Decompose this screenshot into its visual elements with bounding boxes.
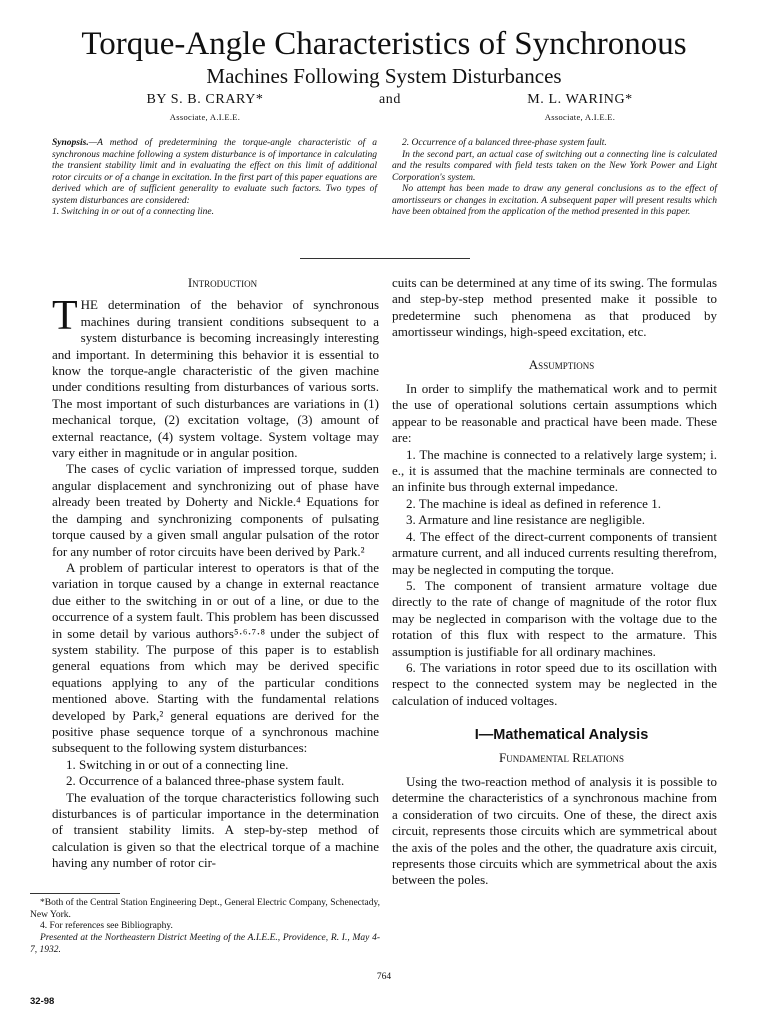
intro-paragraph-1: THE determination of the behavior of synchronous machines during transient conditions subsequent to a system disturbance is becoming increasingly interesting and important. In determining this behavior it is essential to know the torque-angle characteristic of the given machine under conditions resulting from disturbances of various sorts. The most important of such disturbances are variations in (1) mechanical torque, (2) excitation voltage, (3) amount of external reactance, (4) system voltage. System voltage may vary either in magnitude or in angular position.: [52, 293, 379, 461]
heading-assumptions: Assumptions: [528, 356, 595, 372]
synopsis-part-two: In the second part, an actual case of switching out a connecting line is calculated and the results compared with field tests taken on the New York Power and Light Corporation's system.: [392, 149, 717, 183]
footnote-presented: Presented at the Northeastern District Meeting of the A.I.E.E., Providence, R. I., May 4-7, 1932.: [30, 933, 380, 955]
synopsis-note: No attempt has been made to draw any general conclusions as to the effect of amortisseurs or changes in excitation. A subsequent paper will present results which have been obtained from the application of the method presented in this paper.: [392, 184, 717, 217]
section-divider: [300, 258, 470, 259]
synopsis-label: Synopsis.: [52, 138, 89, 148]
heading-fundamental-relations: Fundamental Relations: [499, 749, 624, 765]
synopsis-text: —A method of predetermining the torque-angle characteristic of a synchronous machine following a system disturbance is of importance in calculating the transient stability limit and in evaluating the effect on this limit of additional rotor circuits or of a change in excitation. In the first part of this paper equations are derived which are of sufficient generality to evaluate such factors. Two types of system disturbances are considered:: [52, 138, 377, 206]
intro-paragraph-2: The cases of cyclic variation of impressed torque, sudden angular displacement and synchronizing out of phase have already been treated by Doherty and Nickle.⁴ Equations for the damping and synchronizing components of pulsating torque caused by a given small angular pulsation of the rotor for any number of rotor circuits have been derived by Park.²: [52, 461, 379, 559]
author-1-affiliation: Associate, A.I.E.E.: [169, 112, 241, 122]
author-2-affiliation: Associate, A.I.E.E.: [544, 112, 616, 122]
synopsis-item-1: 1. Switching in or out of a connecting line.: [52, 207, 215, 217]
assumption-6: 6. The variations in rotor speed due to its oscillation with respect to the connected system may be neglected in the calculation of induced voltages.: [392, 659, 717, 708]
author-1: BY S. B. CRARY*: [146, 92, 264, 107]
continued-paragraph: cuits can be determined at any time of its swing. The formulas and step-by-step method presented make it possible to predetermine such phenomena as that produced by amortisseur windings, high-speed excitation, etc.: [392, 275, 717, 340]
footnote-references: 4. For references see Bibliography.: [40, 921, 173, 932]
assumption-1: 1. The machine is connected to a relatively large system; i. e., it is assumed that the machine terminals are connected to an infinite bus through external impedance.: [392, 446, 717, 495]
synopsis-right: [392, 138, 717, 219]
heading-introduction: Introduction: [187, 275, 258, 290]
footnotes: [30, 898, 380, 957]
synopsis-item-2: 2. Occurrence of a balanced three-phase system fault.: [402, 138, 607, 148]
author-conjunction: and: [378, 92, 401, 107]
fundamental-relations-paragraph: Using the two-reaction method of analysis it is possible to determine the characteristics of a synchronous machine from a consideration of two circuits. One of these, the direct axis circuit, represents those circuits which are symmetrical about the axis of the poles and the other, the quadrature axis circuit, represents those circuits which are symmetrical about the axis between the poles.: [392, 773, 717, 888]
assumption-5: 5. The component of transient armature voltage due directly to the rate of change of magnitude of the rotor flux may be neglected in comparison with the voltage due to the rotation of this flux with respect to the armature. This assumption is justifiable for all ordinary machines.: [392, 577, 717, 659]
synopsis-left: [52, 138, 377, 219]
intro-paragraph-3: A problem of particular interest to operators is that of the variation in torque caused by a change in external reactance due either to the switching in or out of a line, or due to the occurrence of a system fault. This problem has been discussed in some detail by various authors⁵·⁶·⁷·⁸ under the subject of system stability. The purpose of this paper is to establish general equations from which may be derived specific equations applying to any of the particular conditions mentioned above. Starting with the fundamental relations developed by Park,² general equations are derived for the positive phase sequence torque of a synchronous machine subsequent to the following system disturbances:: [52, 559, 379, 756]
right-column: [392, 275, 717, 889]
footnote-affiliation: *Both of the Central Station Engineering Dept., General Electric Company, Schenectady, New York.: [30, 898, 380, 920]
intro-list-item-1: 1. Switching in or out of a connecting line.: [66, 756, 289, 772]
paper-title-line2: Machines Following System Disturbances: [206, 64, 562, 88]
intro-paragraph-4: The evaluation of the torque characteristics following such disturbances is of particular importance in the determination of transient stability limits. A step-by-step method of calculation is given so that the electrical torque of a machine having any number of rotor cir-: [52, 789, 379, 871]
assumption-3: 3. Armature and line resistance are negligible.: [406, 512, 645, 528]
left-column: [52, 275, 379, 872]
intro-list-item-2: 2. Occurrence of a balanced three-phase system fault.: [66, 773, 345, 789]
assumption-2: 2. The machine is ideal as defined in reference 1.: [406, 495, 661, 511]
paper-title-line1: Torque-Angle Characteristics of Synchronous: [81, 26, 687, 62]
assumption-4: 4. The effect of the direct-current components of transient armature current, and all induced currents resulting therefrom, may be neglected in computing the torque.: [392, 528, 717, 577]
document-code: 32-98: [30, 996, 55, 1007]
heading-mathematical-analysis: I—Mathematical Analysis: [474, 727, 649, 744]
author-2: M. L. WARING*: [527, 92, 633, 107]
drop-cap: T: [52, 293, 78, 340]
page-number: 764: [376, 972, 392, 982]
footnote-rule: [30, 893, 120, 894]
assumptions-intro: In order to simplify the mathematical work and to permit the use of operational solutions certain assumptions which appear to be reasonable and practical have been made. These are:: [392, 381, 717, 446]
